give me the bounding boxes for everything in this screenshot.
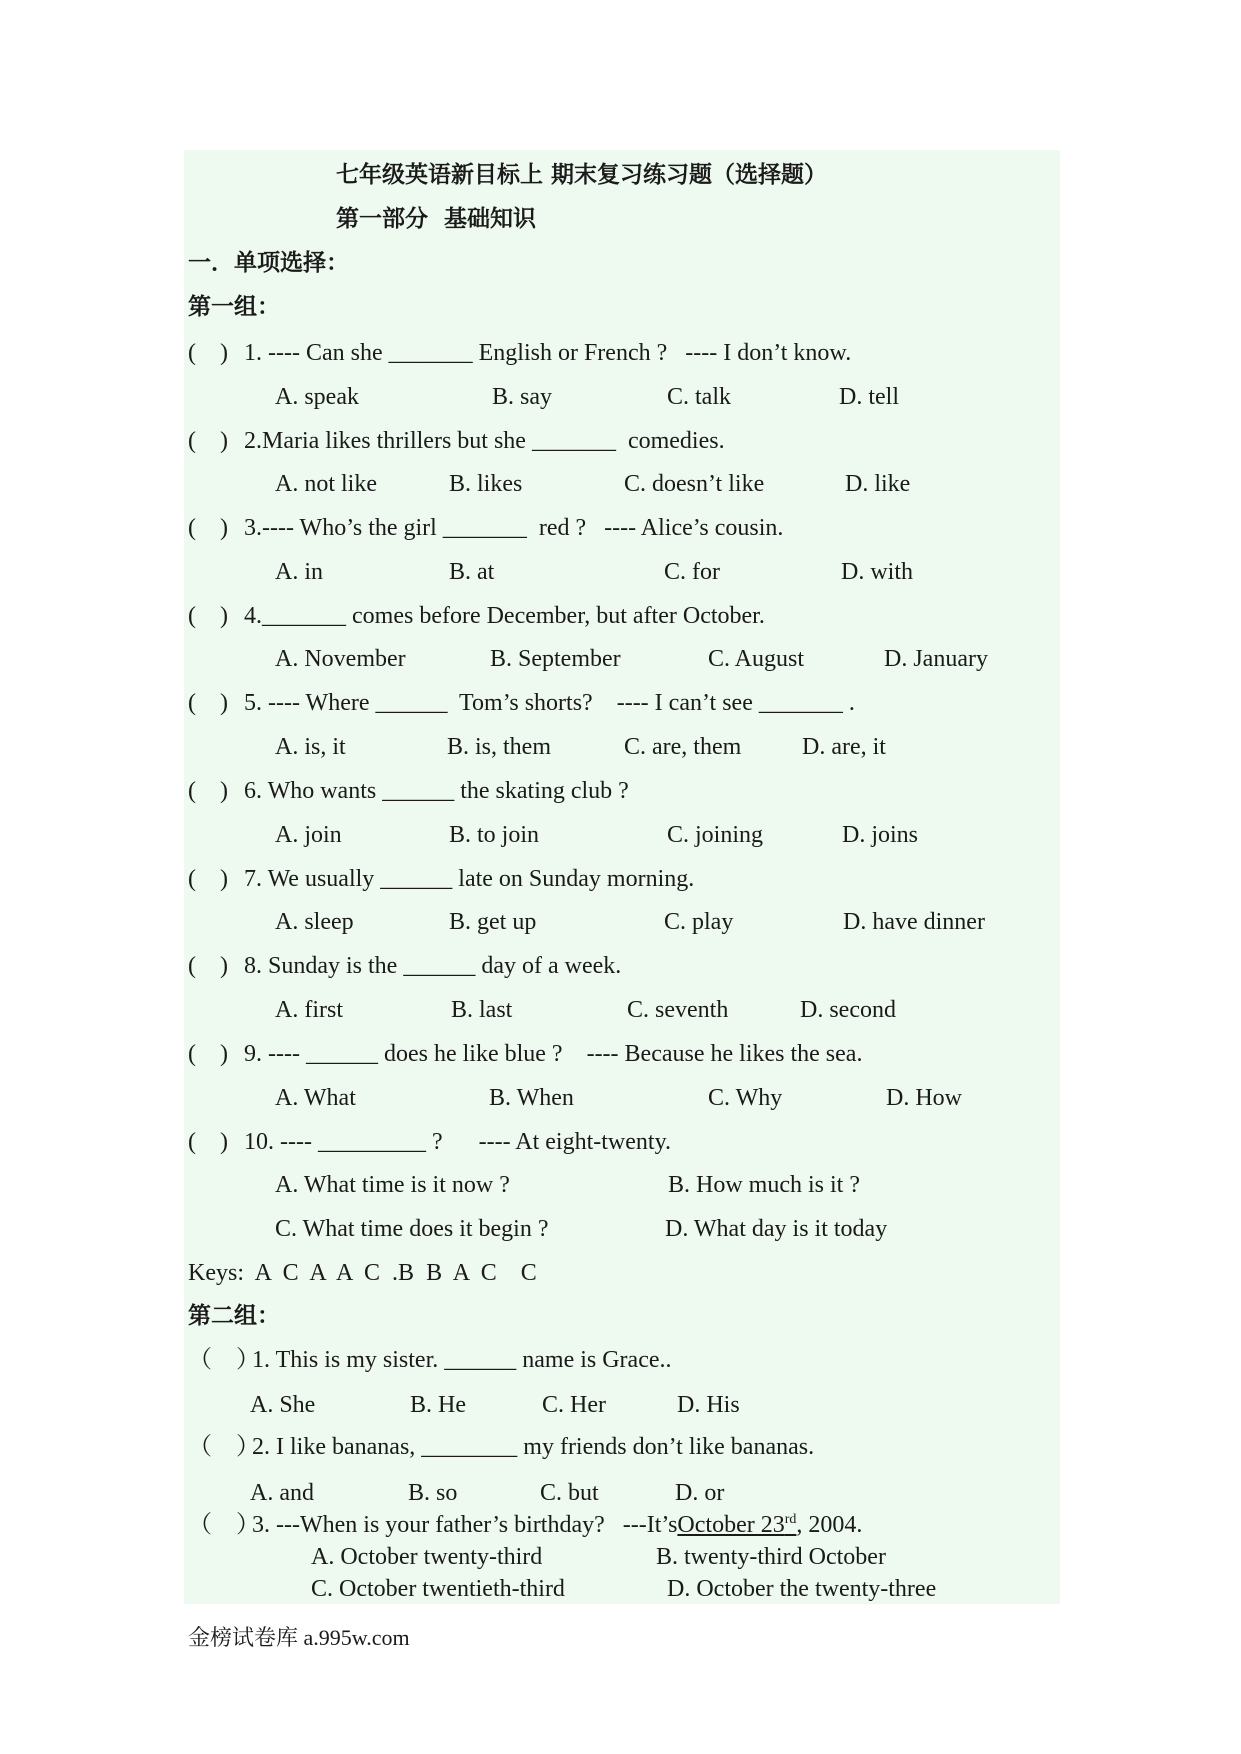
section-title: 一．单项选择： [188,250,349,276]
option-c: C. talk [667,384,731,410]
option-c: C. for [664,559,720,585]
footer-source [188,1621,410,1652]
option-d: D. October the twenty-three [667,1576,937,1602]
answer-blank[interactable]: （ ） [188,1434,260,1460]
option-a: A. and [250,1480,314,1506]
option-a: A. What time is it now ? [275,1172,510,1198]
question-text: 1. ---- Can she _______ English or French ? ---- I don’t know. [244,340,852,366]
option-d: D. His [677,1392,740,1418]
option-b: B. He [410,1392,466,1418]
question-text-end: , 2004. [796,1512,863,1538]
question-row [188,1510,862,1540]
option-b: B. to join [449,822,540,848]
option-b: B. last [451,997,513,1023]
answer-blank[interactable]: ( ) [188,953,228,979]
question-text: 9. ---- ______ does he like blue ? ---- Because he likes the sea. [244,1041,863,1067]
answer-blank[interactable]: ( ) [188,1129,228,1155]
option-a: A. November [275,646,406,672]
option-d: D. or [675,1480,725,1506]
option-b: B. say [492,384,552,410]
answer-blank[interactable]: ( ) [188,690,228,716]
answer-blank[interactable]: ( ) [188,515,228,541]
option-d: D. How [886,1085,962,1111]
option-c: C. are, them [624,734,742,760]
option-d: D. have dinner [843,909,985,935]
question-text: 1. This is my sister. ______ name is Grace.. [252,1347,672,1373]
option-a: A. not like [275,471,377,497]
underlined-date: October 23rd [677,1512,797,1538]
option-c: C. but [540,1480,599,1506]
option-b: B. get up [449,909,537,935]
option-a: A. speak [275,384,359,410]
question-row [188,601,765,631]
question-text: 6. Who wants ______ the skating club ? [244,778,629,804]
option-c: C. Her [542,1392,606,1418]
option-d: D. What day is it today [665,1216,888,1242]
option-c: C. What time does it begin ? [275,1216,549,1242]
question-row [188,1127,671,1157]
exam-title: 七年级英语新目标上 期末复习练习题（选择题） [336,162,828,188]
option-d: D. January [884,646,988,672]
answer-blank[interactable]: （ ） [188,1512,260,1538]
option-b: B. likes [449,471,523,497]
question-text: 7. We usually ______ late on Sunday morning. [244,866,695,892]
answer-blank[interactable]: ( ) [188,778,228,804]
group2-title: 第二组： [188,1303,280,1329]
question-row [188,1039,862,1069]
option-d: D. with [841,559,913,585]
question-text: 5. ---- Where ______ Tom’s shorts? ---- I can’t see _______ . [244,690,855,716]
option-a: A. is, it [275,734,346,760]
question-text: 3. ---When is your father’s birthday? ---It’s [252,1512,678,1538]
option-a: A. October twenty-third [311,1544,543,1570]
footer-site-name: 金榜试卷库 [188,1626,299,1651]
answer-blank[interactable]: ( ) [188,1041,228,1067]
question-row [188,864,694,894]
question-text: 2.Maria likes thrillers but she _______ comedies. [244,428,725,454]
option-c: C. August [708,646,805,672]
question-row [188,1432,814,1462]
question-text: 3.---- Who’s the girl _______ red ? ---- Alice’s cousin. [244,515,784,541]
option-b: B. so [408,1480,458,1506]
option-c: C. October twentieth-third [311,1576,565,1602]
option-c: C. Why [708,1085,783,1111]
answer-blank[interactable]: ( ) [188,428,228,454]
footer-url[interactable]: a.995w.com [298,1625,410,1650]
answer-blank[interactable]: ( ) [188,603,228,629]
option-c: C. joining [667,822,764,848]
option-d: D. are, it [802,734,886,760]
question-text: 8. Sunday is the ______ day of a week. [244,953,622,979]
option-d: D. joins [842,822,919,848]
question-text: 10. ---- _________ ? ---- At eight-twenty. [244,1129,672,1155]
answer-blank[interactable]: （ ） [188,1347,260,1373]
option-a: A. She [250,1392,316,1418]
option-a: A. sleep [275,909,354,935]
option-d: D. like [845,471,911,497]
question-row [188,513,783,543]
answer-blank[interactable]: ( ) [188,866,228,892]
question-row [188,426,725,456]
question-row [188,1345,672,1375]
question-text: 4._______ comes before December, but after October. [244,603,765,629]
option-b: B. at [449,559,495,585]
group1-title: 第一组： [188,294,280,320]
option-c: C. seventh [627,997,729,1023]
option-d: D. tell [839,384,899,410]
option-b: B. How much is it ? [668,1172,860,1198]
option-b: B. is, them [447,734,552,760]
option-b: B. twenty-third October [656,1544,886,1570]
part-title: 第一部分 基础知识 [336,206,537,232]
option-a: A. join [275,822,342,848]
option-d: D. second [800,997,896,1023]
answer-keys: Keys: A C A A C .B B A C C [188,1260,537,1286]
question-text: 2. I like bananas, ________ my friends don’t like bananas. [252,1434,815,1460]
option-a: A. in [275,559,323,585]
option-a: A. What [275,1085,356,1111]
question-row [188,338,851,368]
option-b: B. When [489,1085,574,1111]
answer-blank[interactable]: ( ) [188,340,228,366]
option-b: B. September [490,646,621,672]
question-row [188,688,855,718]
option-c: C. play [664,909,734,935]
question-row [188,951,621,981]
option-c: C. doesn’t like [624,471,765,497]
option-a: A. first [275,997,343,1023]
question-row [188,776,629,806]
